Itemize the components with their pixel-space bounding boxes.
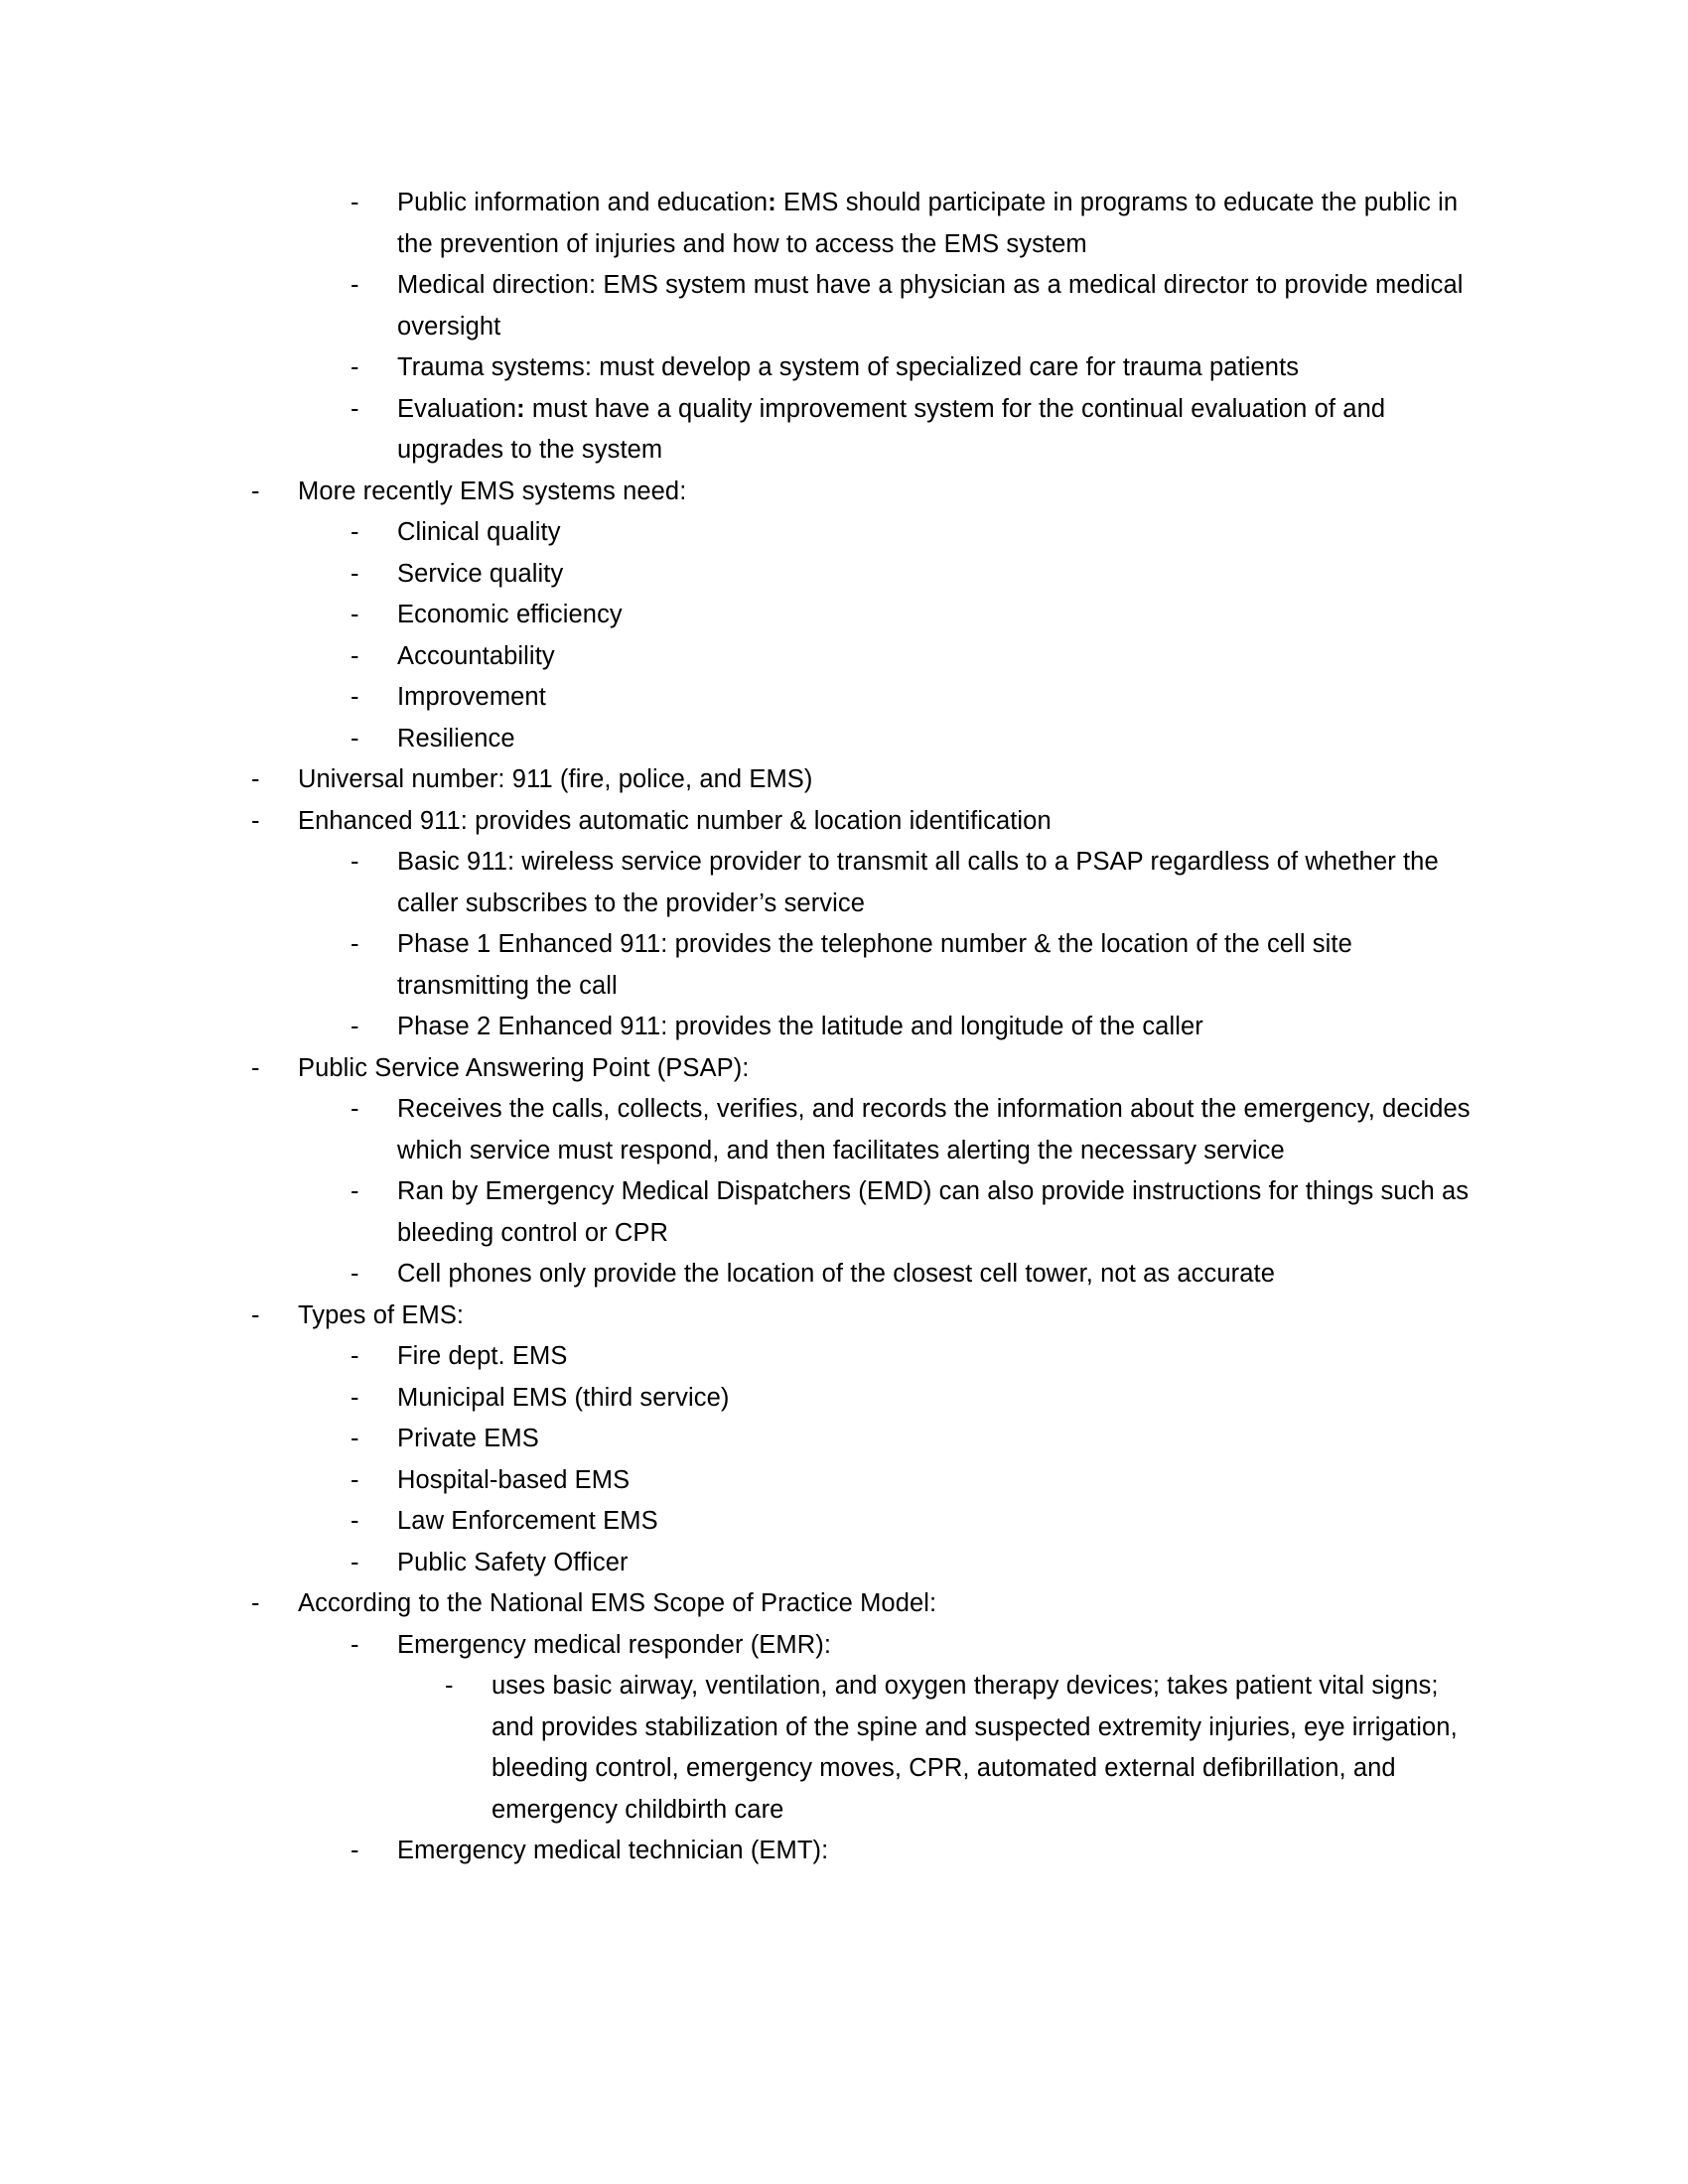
outline-item-colon: : [768, 189, 776, 216]
outline-item-enhanced-911 [0, 801, 1688, 843]
outline-item-more-recently-ems-systems-need [0, 472, 1688, 513]
bullet-dash-icon: - [351, 930, 359, 958]
bullet-dash-icon: - [351, 1548, 359, 1576]
outline-item-body: Public Service Answering Point (PSAP): [298, 1053, 750, 1082]
outline-item-body: Hospital-based EMS [397, 1465, 631, 1494]
outline-item-economic-efficiency [0, 595, 1688, 636]
outline-item-body: Municipal EMS (third service) [397, 1383, 730, 1412]
outline-item-types-of-ems [0, 1296, 1688, 1337]
outline-item-phase-1-enhanced-911 [0, 924, 1688, 1007]
bullet-dash-icon: - [251, 806, 260, 835]
bullet-dash-icon: - [351, 1630, 359, 1659]
outline-item-text [397, 1419, 1479, 1460]
bullet-dash-icon: - [251, 477, 260, 505]
outline-item-body: Cell phones only provide the location of the closest cell tower, not as accurate [397, 1260, 1276, 1288]
outline-item-text [397, 265, 1479, 347]
bullet-dash-icon: - [351, 1425, 359, 1452]
outline-item-phase-2-enhanced-911 [0, 1007, 1688, 1048]
outline-item-public-safety-officer [0, 1543, 1688, 1584]
outline-item-text [397, 389, 1479, 472]
outline-item-body: uses basic airway, ventilation, and oxygen therapy devices; takes patient vital signs; and provides stabilization of the spine and suspected extremity injuries, eye irrigation, bleeding control, emergency moves, CPR, automated external defibrillation, and emergency childbirth care [492, 1672, 1458, 1824]
outline-item-body: Medical direction: EMS system must have a physician as a medical director to provide medical oversight [397, 271, 1464, 341]
bullet-dash-icon: - [351, 1837, 359, 1864]
bullet-dash-icon: - [351, 518, 359, 546]
bullet-dash-icon: - [351, 1507, 359, 1535]
outline-item-text [397, 1007, 1479, 1048]
bullet-dash-icon: - [251, 1300, 260, 1329]
outline-item-law-enforcement-ems [0, 1501, 1688, 1543]
outline-item-text [397, 554, 1479, 596]
outline-item-body: Resilience [397, 724, 515, 752]
outline-item-text [397, 636, 1479, 678]
outline-item-text [397, 1831, 1479, 1872]
outline-item-text [298, 1296, 1479, 1337]
outline-item-body: Public Safety Officer [397, 1548, 629, 1576]
outline-item-text [397, 512, 1479, 554]
bullet-dash-icon: - [351, 1465, 359, 1494]
outline-item-public-service-answering-point [0, 1048, 1688, 1090]
outline-item-text [492, 1666, 1479, 1831]
outline-item-psap-ran-by-emd [0, 1171, 1688, 1254]
bullet-dash-icon: - [351, 1095, 359, 1123]
outline-item-body: Clinical quality [397, 518, 561, 546]
bullet-dash-icon: - [251, 765, 260, 793]
outline-item-text [397, 1625, 1479, 1667]
outline-item-text [397, 1378, 1479, 1420]
outline-item-national-ems-scope-of-practice-model [0, 1583, 1688, 1625]
outline-item-body: must have a quality improvement system for the continual evaluation of and upgrades to the system [397, 394, 1386, 464]
outline-item-text [397, 1089, 1479, 1171]
bullet-dash-icon: - [351, 1383, 359, 1412]
outline-item-body: Universal number: 911 (fire, police, and EMS) [298, 765, 813, 793]
document-body [0, 183, 1688, 1872]
bullet-dash-icon: - [351, 1013, 359, 1040]
outline-item-lead: Evaluation [397, 394, 517, 423]
outline-item-text [397, 183, 1479, 265]
outline-item-text [397, 1336, 1479, 1378]
outline-item-body: According to the National EMS Scope of Practice Model: [298, 1589, 937, 1617]
outline-item-body: Types of EMS: [298, 1300, 465, 1329]
outline-item-text [298, 1048, 1479, 1090]
outline-item-text [397, 595, 1479, 636]
outline-item-lead: Public information and education [397, 189, 769, 216]
outline-item-text [397, 1543, 1479, 1584]
bullet-dash-icon: - [351, 724, 359, 752]
outline-item-evaluation [0, 389, 1688, 472]
outline-item-body: Emergency medical technician (EMT): [397, 1837, 829, 1864]
outline-item-body: Ran by Emergency Medical Dispatchers (EMD) can also provide instructions for things such as bleeding control or CPR [397, 1177, 1470, 1247]
outline-item-text [397, 924, 1479, 1007]
outline-item-body: Fire dept. EMS [397, 1342, 568, 1370]
outline-item-accountability [0, 636, 1688, 678]
outline-item-text [298, 759, 1479, 801]
outline-item-body: Receives the calls, collects, verifies, and records the information about the emergency, decides which service must respond, and then facilitates alerting the necessary service [397, 1095, 1471, 1164]
outline-item-text [397, 677, 1479, 719]
outline-item-municipal-ems [0, 1378, 1688, 1420]
bullet-dash-icon: - [251, 1053, 260, 1082]
outline-item-body: Trauma systems: must develop a system of specialized care for trauma patients [397, 353, 1300, 381]
outline-item-colon: : [516, 394, 525, 423]
bullet-dash-icon: - [351, 1260, 359, 1288]
outline-item-text [397, 842, 1479, 924]
outline-item-trauma-systems [0, 347, 1688, 389]
bullet-dash-icon: - [351, 353, 359, 381]
outline-item-public-information-and-education [0, 183, 1688, 265]
outline-item-body: Improvement [397, 683, 546, 711]
outline-item-text [397, 347, 1479, 389]
outline-item-body: Private EMS [397, 1425, 539, 1452]
outline-item-body: Economic efficiency [397, 601, 623, 628]
outline-item-private-ems [0, 1419, 1688, 1460]
outline-item-body: Enhanced 911: provides automatic number & location identification [298, 806, 1052, 835]
outline-item-text [298, 1583, 1479, 1625]
outline-item-text [397, 719, 1479, 760]
outline-item-emergency-medical-responder [0, 1625, 1688, 1667]
outline-item-text [298, 801, 1479, 843]
outline-item-text [397, 1171, 1479, 1254]
outline-item-body: Accountability [397, 641, 555, 670]
outline-item-resilience [0, 719, 1688, 760]
outline-item-psap-cell-phones [0, 1254, 1688, 1296]
outline-item-emr-capabilities [0, 1666, 1688, 1831]
bullet-dash-icon: - [351, 641, 359, 670]
bullet-dash-icon: - [351, 683, 359, 711]
outline-item-body: Phase 2 Enhanced 911: provides the latitude and longitude of the caller [397, 1013, 1203, 1040]
outline-item-universal-number [0, 759, 1688, 801]
bullet-dash-icon: - [351, 559, 359, 588]
outline-item-body: Law Enforcement EMS [397, 1507, 658, 1535]
bullet-dash-icon: - [351, 271, 359, 299]
outline-item-body: Service quality [397, 559, 564, 588]
outline-item-emergency-medical-technician [0, 1831, 1688, 1872]
outline-list [0, 183, 1688, 1872]
bullet-dash-icon: - [351, 394, 359, 423]
outline-item-improvement [0, 677, 1688, 719]
bullet-dash-icon: - [351, 848, 359, 876]
outline-item-service-quality [0, 554, 1688, 596]
outline-item-fire-dept-ems [0, 1336, 1688, 1378]
bullet-dash-icon: - [351, 189, 359, 216]
bullet-dash-icon: - [351, 601, 359, 628]
bullet-dash-icon: - [251, 1589, 260, 1617]
outline-item-basic-911 [0, 842, 1688, 924]
outline-item-text [397, 1501, 1479, 1543]
outline-item-body: EMS should participate in programs to educate the public in the prevention of injuries and how to access the EMS system [397, 189, 1459, 258]
bullet-dash-icon: - [445, 1672, 454, 1700]
outline-item-medical-direction [0, 265, 1688, 347]
outline-item-body: Basic 911: wireless service provider to transmit all calls to a PSAP regardless of whether the caller subscribes to the provider’s service [397, 848, 1439, 917]
outline-item-clinical-quality [0, 512, 1688, 554]
outline-item-text [397, 1460, 1479, 1502]
bullet-dash-icon: - [351, 1177, 359, 1205]
outline-item-body: More recently EMS systems need: [298, 477, 687, 505]
outline-item-hospital-based-ems [0, 1460, 1688, 1502]
outline-item-text [397, 1254, 1479, 1296]
outline-item-body: Emergency medical responder (EMR): [397, 1630, 832, 1659]
outline-item-psap-receives-calls [0, 1089, 1688, 1171]
outline-item-text [298, 472, 1479, 513]
outline-item-body: Phase 1 Enhanced 911: provides the telephone number & the location of the cell site transmitting the call [397, 930, 1352, 1000]
bullet-dash-icon: - [351, 1342, 359, 1370]
